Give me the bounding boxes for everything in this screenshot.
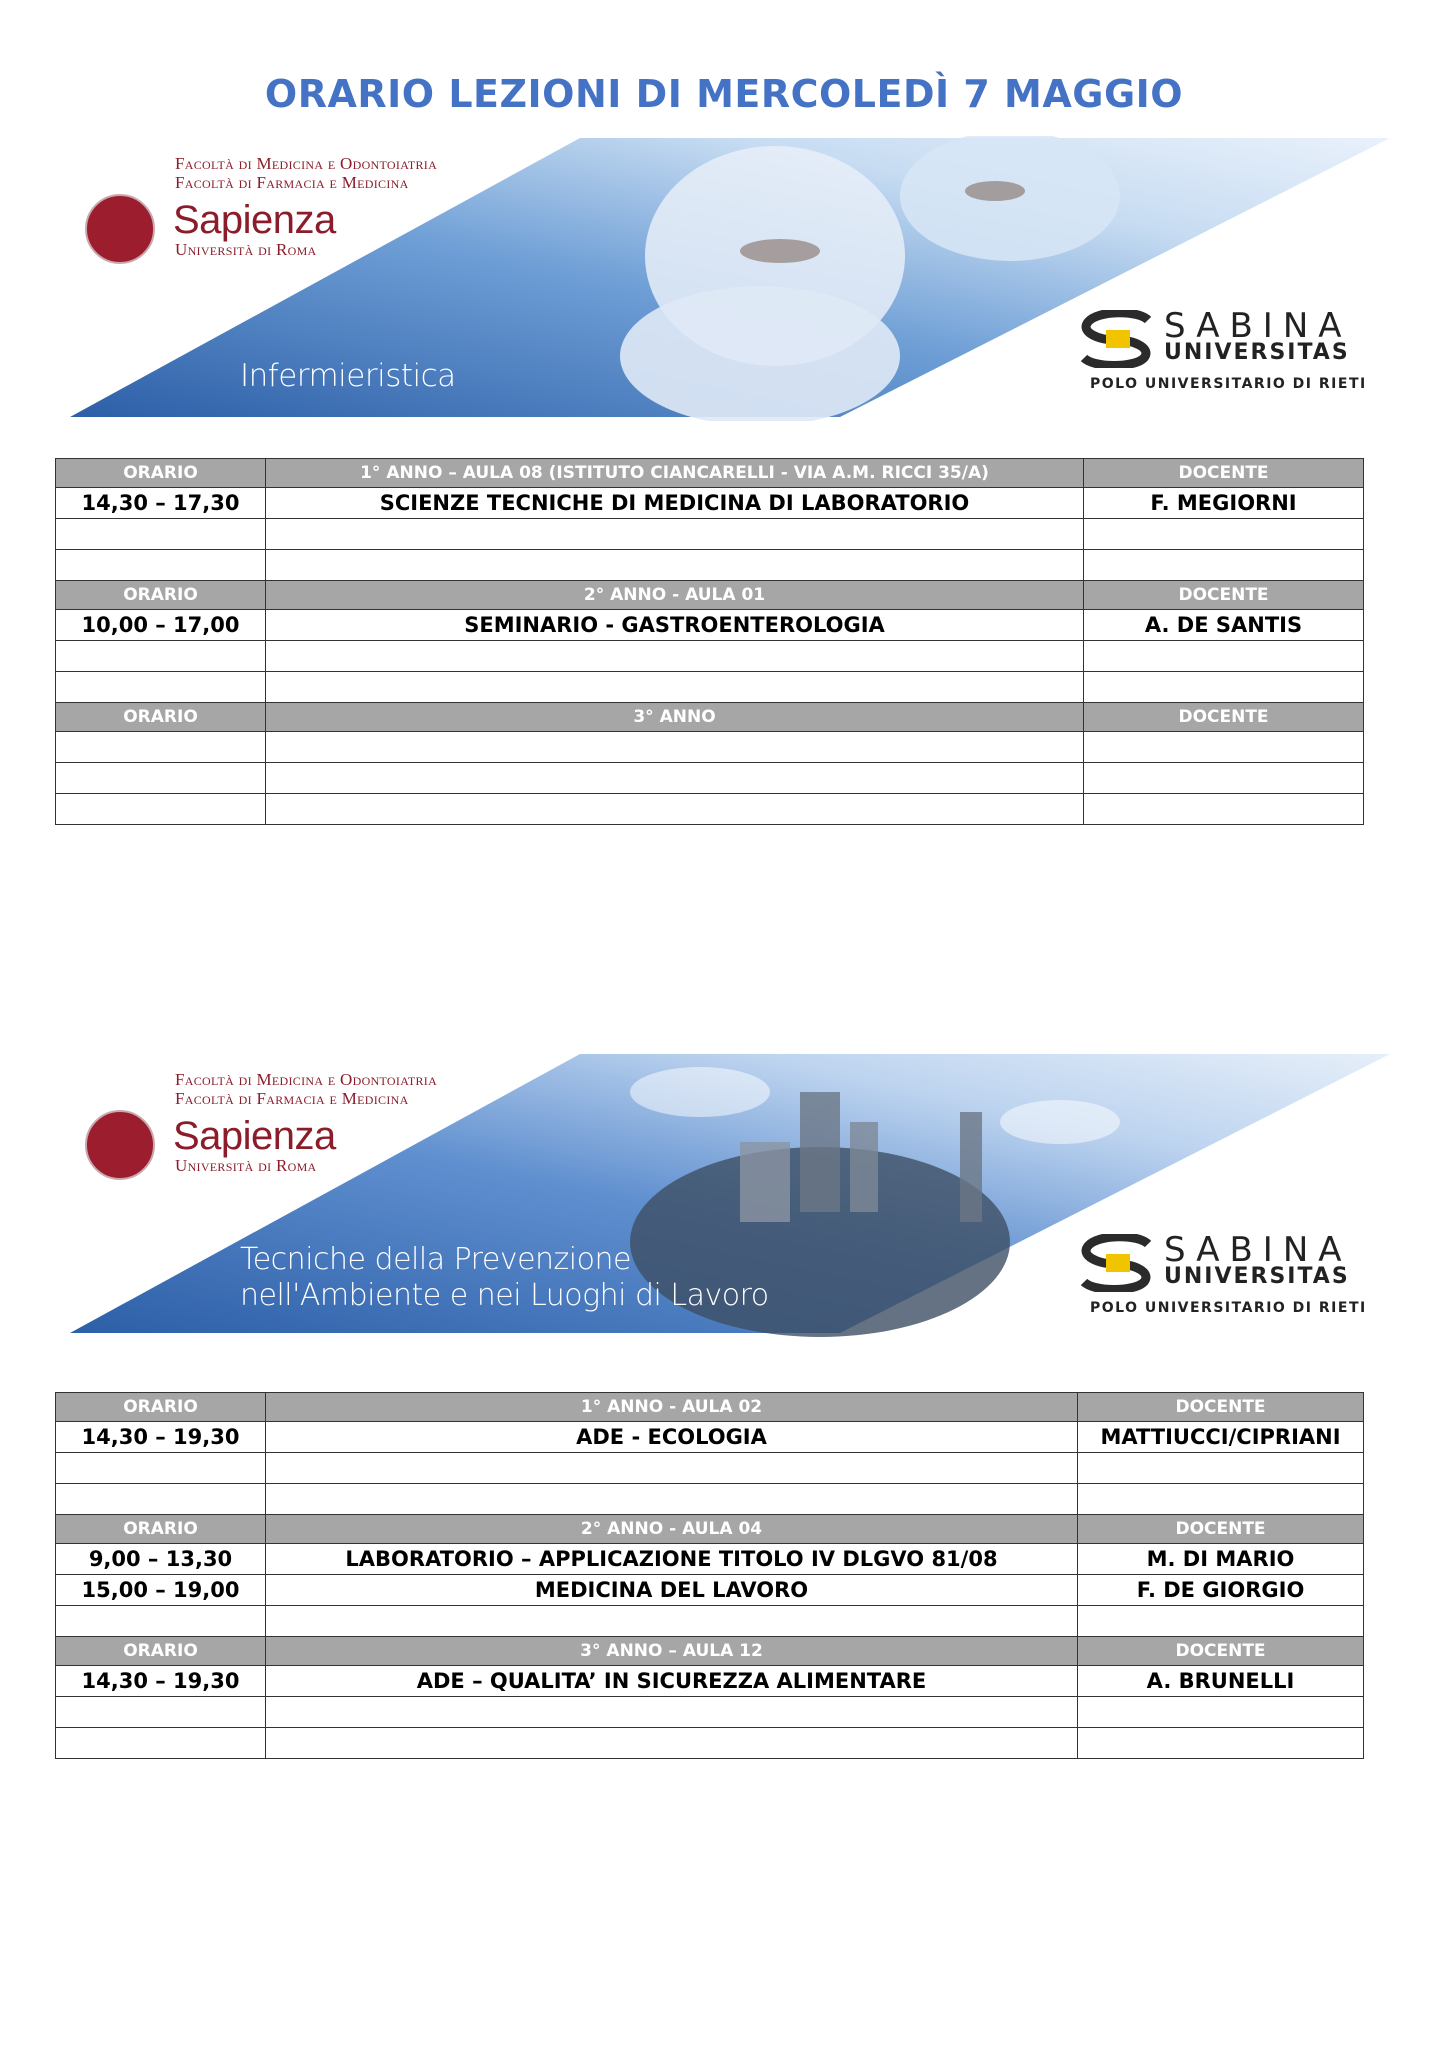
time-cell bbox=[56, 672, 266, 703]
university-name: Sapienza bbox=[173, 1114, 336, 1158]
year-room-header: 2° ANNO - AULA 01 bbox=[266, 581, 1084, 610]
course-cell bbox=[266, 1453, 1078, 1484]
course-cell bbox=[266, 763, 1084, 794]
time-column-header: ORARIO bbox=[56, 581, 266, 610]
time-cell: 10,00 – 17,00 bbox=[56, 610, 266, 641]
teacher-cell: A. BRUNELLI bbox=[1078, 1666, 1364, 1697]
teacher-column-header: DOCENTE bbox=[1078, 1515, 1364, 1544]
faculty-names bbox=[175, 1070, 437, 1108]
faculty-line-1: Facoltà di Medicina e Odontoiatria bbox=[175, 154, 438, 173]
time-cell bbox=[56, 1606, 266, 1637]
table-row bbox=[56, 794, 1364, 825]
course-cell: LABORATORIO – APPLICAZIONE TITOLO IV DLGVO 81/08 bbox=[266, 1544, 1078, 1575]
table-row bbox=[56, 1666, 1364, 1697]
teacher-cell: M. DI MARIO bbox=[1078, 1544, 1364, 1575]
teacher-cell bbox=[1078, 1728, 1364, 1759]
teacher-cell: MATTIUCCI/CIPRIANI bbox=[1078, 1422, 1364, 1453]
time-cell bbox=[56, 1453, 266, 1484]
table-row bbox=[56, 641, 1364, 672]
section-header-row bbox=[56, 1515, 1364, 1544]
program-name: Infermieristica bbox=[240, 358, 456, 394]
partner-subtitle: UNIVERSITAS bbox=[1164, 340, 1350, 365]
program-name bbox=[240, 1242, 769, 1314]
course-cell: ADE - ECOLOGIA bbox=[266, 1422, 1078, 1453]
teacher-column-header: DOCENTE bbox=[1078, 1393, 1364, 1422]
teacher-cell bbox=[1078, 1606, 1364, 1637]
time-cell: 15,00 – 19,00 bbox=[56, 1575, 266, 1606]
partner-subtitle: UNIVERSITAS bbox=[1164, 1264, 1350, 1289]
teacher-cell bbox=[1078, 1453, 1364, 1484]
table-row bbox=[56, 550, 1364, 581]
section-header-row bbox=[56, 1393, 1364, 1422]
teacher-cell bbox=[1084, 732, 1364, 763]
sabina-book-icon bbox=[1078, 310, 1154, 368]
teacher-cell bbox=[1084, 794, 1364, 825]
program-name-line-2: nell'Ambiente e nei Luoghi di Lavoro bbox=[240, 1278, 769, 1313]
time-cell: 14,30 – 19,30 bbox=[56, 1422, 266, 1453]
course-cell bbox=[266, 1606, 1078, 1637]
partner-name: SABINA bbox=[1164, 1230, 1352, 1270]
time-column-header: ORARIO bbox=[56, 703, 266, 732]
partner-name: SABINA bbox=[1164, 306, 1352, 346]
partner-polo: POLO UNIVERSITARIO DI RIETI bbox=[1090, 1300, 1367, 1316]
teacher-cell bbox=[1084, 672, 1364, 703]
teacher-cell bbox=[1084, 641, 1364, 672]
time-cell: 14,30 – 19,30 bbox=[56, 1666, 266, 1697]
time-column-header: ORARIO bbox=[56, 1637, 266, 1666]
year-room-header: 1° ANNO - AULA 02 bbox=[266, 1393, 1078, 1422]
university-subtitle: Università di Roma bbox=[175, 240, 317, 259]
table-row bbox=[56, 1728, 1364, 1759]
teacher-cell bbox=[1084, 763, 1364, 794]
time-cell bbox=[56, 1728, 266, 1759]
course-cell bbox=[266, 550, 1084, 581]
time-cell: 9,00 – 13,30 bbox=[56, 1544, 266, 1575]
time-cell bbox=[56, 732, 266, 763]
partner-polo: POLO UNIVERSITARIO DI RIETI bbox=[1090, 376, 1367, 392]
sapienza-seal-icon bbox=[85, 194, 155, 264]
table-row bbox=[56, 763, 1364, 794]
time-cell bbox=[56, 763, 266, 794]
section-header-row bbox=[56, 1637, 1364, 1666]
table-row bbox=[56, 1544, 1364, 1575]
course-cell: SCIENZE TECNICHE DI MEDICINA DI LABORATORIO bbox=[266, 488, 1084, 519]
table-row bbox=[56, 1484, 1364, 1515]
page-title: ORARIO LEZIONI DI MERCOLEDÌ 7 MAGGIO bbox=[264, 72, 1184, 116]
time-cell bbox=[56, 550, 266, 581]
table-row bbox=[56, 732, 1364, 763]
course-cell bbox=[266, 641, 1084, 672]
teacher-cell bbox=[1078, 1697, 1364, 1728]
time-cell bbox=[56, 1484, 266, 1515]
university-subtitle: Università di Roma bbox=[175, 1156, 317, 1175]
course-cell bbox=[266, 1728, 1078, 1759]
table-row bbox=[56, 519, 1364, 550]
section-header-row bbox=[56, 581, 1364, 610]
time-cell bbox=[56, 794, 266, 825]
sabina-universitas-logo bbox=[1078, 1232, 1378, 1322]
table-row bbox=[56, 672, 1364, 703]
course-cell bbox=[266, 1697, 1078, 1728]
table-row bbox=[56, 1697, 1364, 1728]
teacher-column-header: DOCENTE bbox=[1084, 703, 1364, 732]
schedule-table-infermieristica bbox=[55, 458, 1364, 825]
faculty-names bbox=[175, 154, 437, 192]
course-cell bbox=[266, 672, 1084, 703]
schedule-table-prevenzione bbox=[55, 1392, 1364, 1759]
program-name-line-1: Tecniche della Prevenzione bbox=[240, 1242, 631, 1277]
time-cell bbox=[56, 519, 266, 550]
teacher-cell bbox=[1084, 550, 1364, 581]
faculty-line-1: Facoltà di Medicina e Odontoiatria bbox=[175, 1070, 438, 1089]
teacher-column-header: DOCENTE bbox=[1084, 581, 1364, 610]
table-row bbox=[56, 610, 1364, 641]
sapienza-seal-icon bbox=[85, 1110, 155, 1180]
sabina-universitas-logo bbox=[1078, 308, 1378, 398]
program-banner-infermieristica bbox=[60, 136, 1400, 421]
time-column-header: ORARIO bbox=[56, 1393, 266, 1422]
year-room-header: 3° ANNO bbox=[266, 703, 1084, 732]
faculty-line-2: Facoltà di Farmacia e Medicina bbox=[175, 1089, 409, 1108]
course-cell: ADE – QUALITA’ IN SICUREZZA ALIMENTARE bbox=[266, 1666, 1078, 1697]
teacher-cell bbox=[1084, 519, 1364, 550]
table-row bbox=[56, 1575, 1364, 1606]
table-row bbox=[56, 1422, 1364, 1453]
year-room-header: 1° ANNO – AULA 08 (ISTITUTO CIANCARELLI - VIA A.M. RICCI 35/A) bbox=[266, 459, 1084, 488]
course-cell bbox=[266, 519, 1084, 550]
course-cell: SEMINARIO - GASTROENTEROLOGIA bbox=[266, 610, 1084, 641]
teacher-cell: A. DE SANTIS bbox=[1084, 610, 1364, 641]
year-room-header: 2° ANNO - AULA 04 bbox=[266, 1515, 1078, 1544]
time-column-header: ORARIO bbox=[56, 1515, 266, 1544]
table-row bbox=[56, 1453, 1364, 1484]
faculty-line-2: Facoltà di Farmacia e Medicina bbox=[175, 173, 409, 192]
teacher-column-header: DOCENTE bbox=[1084, 459, 1364, 488]
section-header-row bbox=[56, 703, 1364, 732]
program-banner-prevenzione bbox=[60, 1052, 1400, 1337]
year-room-header: 3° ANNO – AULA 12 bbox=[266, 1637, 1078, 1666]
time-column-header: ORARIO bbox=[56, 459, 266, 488]
teacher-cell: F. MEGIORNI bbox=[1084, 488, 1364, 519]
course-cell bbox=[266, 1484, 1078, 1515]
course-cell bbox=[266, 732, 1084, 763]
course-cell bbox=[266, 794, 1084, 825]
university-name: Sapienza bbox=[173, 198, 336, 242]
teacher-column-header: DOCENTE bbox=[1078, 1637, 1364, 1666]
teacher-cell: F. DE GIORGIO bbox=[1078, 1575, 1364, 1606]
course-cell: MEDICINA DEL LAVORO bbox=[266, 1575, 1078, 1606]
table-row bbox=[56, 1606, 1364, 1637]
table-row bbox=[56, 488, 1364, 519]
teacher-cell bbox=[1078, 1484, 1364, 1515]
sabina-book-icon bbox=[1078, 1234, 1154, 1292]
section-header-row bbox=[56, 459, 1364, 488]
time-cell: 14,30 – 17,30 bbox=[56, 488, 266, 519]
time-cell bbox=[56, 1697, 266, 1728]
time-cell bbox=[56, 641, 266, 672]
